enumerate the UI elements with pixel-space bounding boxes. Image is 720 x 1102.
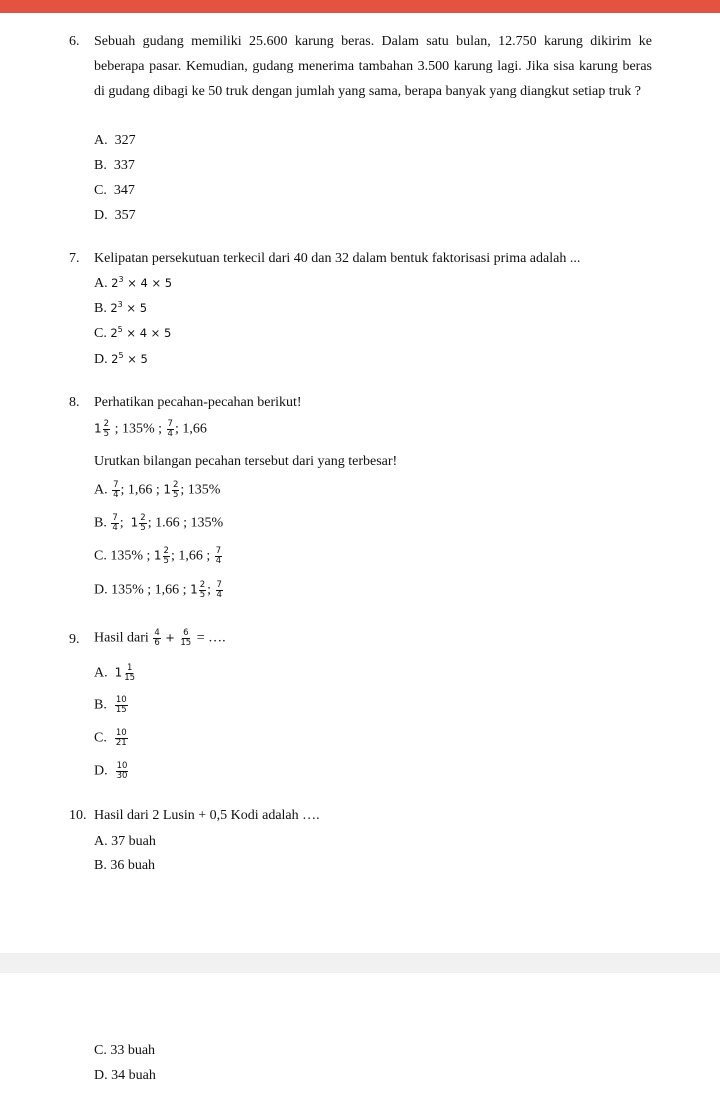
option-text: 36 buah xyxy=(110,858,156,873)
fraction: $\frac{7}{4}$ xyxy=(113,480,119,500)
option-letter: C. xyxy=(94,730,107,746)
mixed-whole: 1 xyxy=(163,482,171,497)
option-text: ; 1,66 ; xyxy=(170,548,211,564)
option-a[interactable] xyxy=(94,834,156,850)
option-b[interactable] xyxy=(94,514,223,533)
series-text: ; 135% ; xyxy=(114,421,163,437)
fraction: $\frac{4}{6}$ xyxy=(154,628,160,648)
option-exponent: 5 xyxy=(117,325,123,334)
option-letter: D. xyxy=(94,763,108,779)
fraction: $\frac{2}{5}$ xyxy=(140,513,146,533)
option-text: 327 xyxy=(114,133,136,148)
fraction: $\frac{7}{4}$ xyxy=(215,546,222,566)
fraction: $\frac{2}{5}$ xyxy=(199,580,206,600)
option-letter: A. xyxy=(94,482,108,498)
option-base: 2 xyxy=(111,276,119,290)
option-text: 347 xyxy=(113,183,135,198)
option-c[interactable] xyxy=(94,326,171,342)
option-letter: D. xyxy=(94,352,108,367)
fraction: $\frac{10}{30}$ xyxy=(116,761,128,781)
question-prefix: Hasil dari xyxy=(94,630,149,646)
question-instruction: Urutkan bilangan pecahan tersebut dari yang terbesar! xyxy=(94,454,398,469)
fraction: $\frac{2}{5}$ xyxy=(172,480,179,500)
fraction: $\frac{7}{4}$ xyxy=(216,580,222,600)
option-a[interactable] xyxy=(94,664,137,683)
option-d[interactable] xyxy=(94,581,224,600)
option-text: ; 1.66 ; 135% xyxy=(147,515,224,531)
mixed-whole: 1 xyxy=(190,582,198,597)
question-text: Hasil dari 2 Lusin + 0,5 Kodi adalah …. xyxy=(94,808,320,823)
option-letter: B. xyxy=(94,301,107,316)
option-text: ; xyxy=(119,515,124,531)
question-number: 7. xyxy=(69,251,80,266)
question-text: Perhatikan pecahan-pecahan berikut! xyxy=(94,395,302,410)
question-number: 10. xyxy=(69,808,87,823)
top-accent-bar xyxy=(0,0,720,13)
option-exponent: 5 xyxy=(118,351,124,360)
fraction: $\frac{10}{15}$ xyxy=(115,695,127,715)
option-text: ; 135% xyxy=(180,482,221,498)
option-a[interactable] xyxy=(94,276,172,292)
mixed-whole: 1 xyxy=(114,665,123,680)
fraction: $\frac{6}{15}$ xyxy=(180,628,192,648)
series-text: ; 1,66 xyxy=(174,421,207,437)
option-letter: C. xyxy=(94,548,107,564)
option-text: 37 buah xyxy=(111,834,156,849)
option-letter: B. xyxy=(94,515,107,531)
option-text: 34 buah xyxy=(111,1068,156,1083)
option-text: 337 xyxy=(113,158,135,173)
option-letter: A. xyxy=(94,276,108,291)
option-letter: C. xyxy=(94,1043,107,1058)
option-text: 33 buah xyxy=(110,1043,156,1058)
option-letter: C. xyxy=(94,183,107,198)
option-exponent: 3 xyxy=(118,275,124,284)
option-c[interactable] xyxy=(94,1043,155,1059)
option-text: ; 1,66 ; xyxy=(120,482,160,498)
option-d[interactable] xyxy=(94,1068,156,1084)
plus-sign: + xyxy=(165,630,175,645)
option-base: 2 xyxy=(111,352,119,366)
option-rest: × 4 × 5 xyxy=(122,326,172,340)
option-letter: D. xyxy=(94,208,108,223)
question-number: 9. xyxy=(69,632,80,647)
question-number: 6. xyxy=(69,34,80,49)
fraction: $\frac{7}{4}$ xyxy=(112,513,118,533)
fraction: $\frac{7}{4}$ xyxy=(167,419,173,439)
fraction: $\frac{10}{21}$ xyxy=(115,728,127,748)
option-c[interactable] xyxy=(94,729,129,748)
option-d[interactable] xyxy=(94,762,129,781)
option-a[interactable] xyxy=(94,133,136,149)
option-text: 357 xyxy=(114,208,136,223)
option-rest: × 5 xyxy=(122,301,148,315)
option-letter: A. xyxy=(94,133,108,148)
option-rest: × 4 × 5 xyxy=(123,276,173,290)
option-b[interactable] xyxy=(94,158,135,174)
mixed-whole: 1 xyxy=(153,548,162,563)
question-text: Kelipatan persekutuan terkecil dari 40 dan 32 dalam bentuk faktorisasi prima adalah ... xyxy=(94,251,581,266)
option-base: 2 xyxy=(110,326,118,340)
option-c[interactable] xyxy=(94,183,135,199)
option-a[interactable] xyxy=(94,481,220,500)
option-b[interactable] xyxy=(94,696,129,715)
option-rest: × 5 xyxy=(123,352,148,366)
page-gap xyxy=(0,953,720,973)
option-letter: C. xyxy=(94,326,107,341)
fraction: $\frac{2}{5}$ xyxy=(163,546,169,566)
question-text xyxy=(94,629,226,648)
mixed-whole: 1 xyxy=(94,421,102,436)
option-letter: D. xyxy=(94,582,108,598)
option-b[interactable] xyxy=(94,301,147,317)
mixed-whole: 1 xyxy=(130,515,139,530)
option-text: 135% ; 1,66 ; xyxy=(111,582,187,598)
option-letter: D. xyxy=(94,1068,108,1083)
fraction: $\frac{1}{15}$ xyxy=(124,663,136,683)
option-d[interactable] xyxy=(94,352,148,368)
question-suffix: = …. xyxy=(196,630,226,646)
option-letter: B. xyxy=(94,697,107,713)
option-d[interactable] xyxy=(94,208,136,224)
option-c[interactable] xyxy=(94,547,223,566)
option-letter: B. xyxy=(94,858,107,873)
option-letter: A. xyxy=(94,834,108,849)
option-text: 135% ; xyxy=(110,548,151,564)
question-number: 8. xyxy=(69,395,80,410)
question-text: Sebuah gudang memiliki 25.600 karung beras. Dalam satu bulan, 12.750 karung dikirim ke beberapa pasar. Kemudian, gudang menerima tambahan 3.500 karung lagi. Jika sisa karung beras di gudang dibagi ke 50 truk dengan jumlah yang sama, berapa banyak yang diangkut setiap truk ? xyxy=(94,34,652,99)
option-text: ; xyxy=(207,582,212,598)
fraction: $\frac{2}{5}$ xyxy=(103,419,110,439)
option-b[interactable] xyxy=(94,858,155,874)
fraction-series xyxy=(94,420,207,439)
option-letter: A. xyxy=(94,665,108,681)
option-base: 2 xyxy=(110,301,118,315)
option-exponent: 3 xyxy=(117,300,123,309)
option-letter: B. xyxy=(94,158,107,173)
